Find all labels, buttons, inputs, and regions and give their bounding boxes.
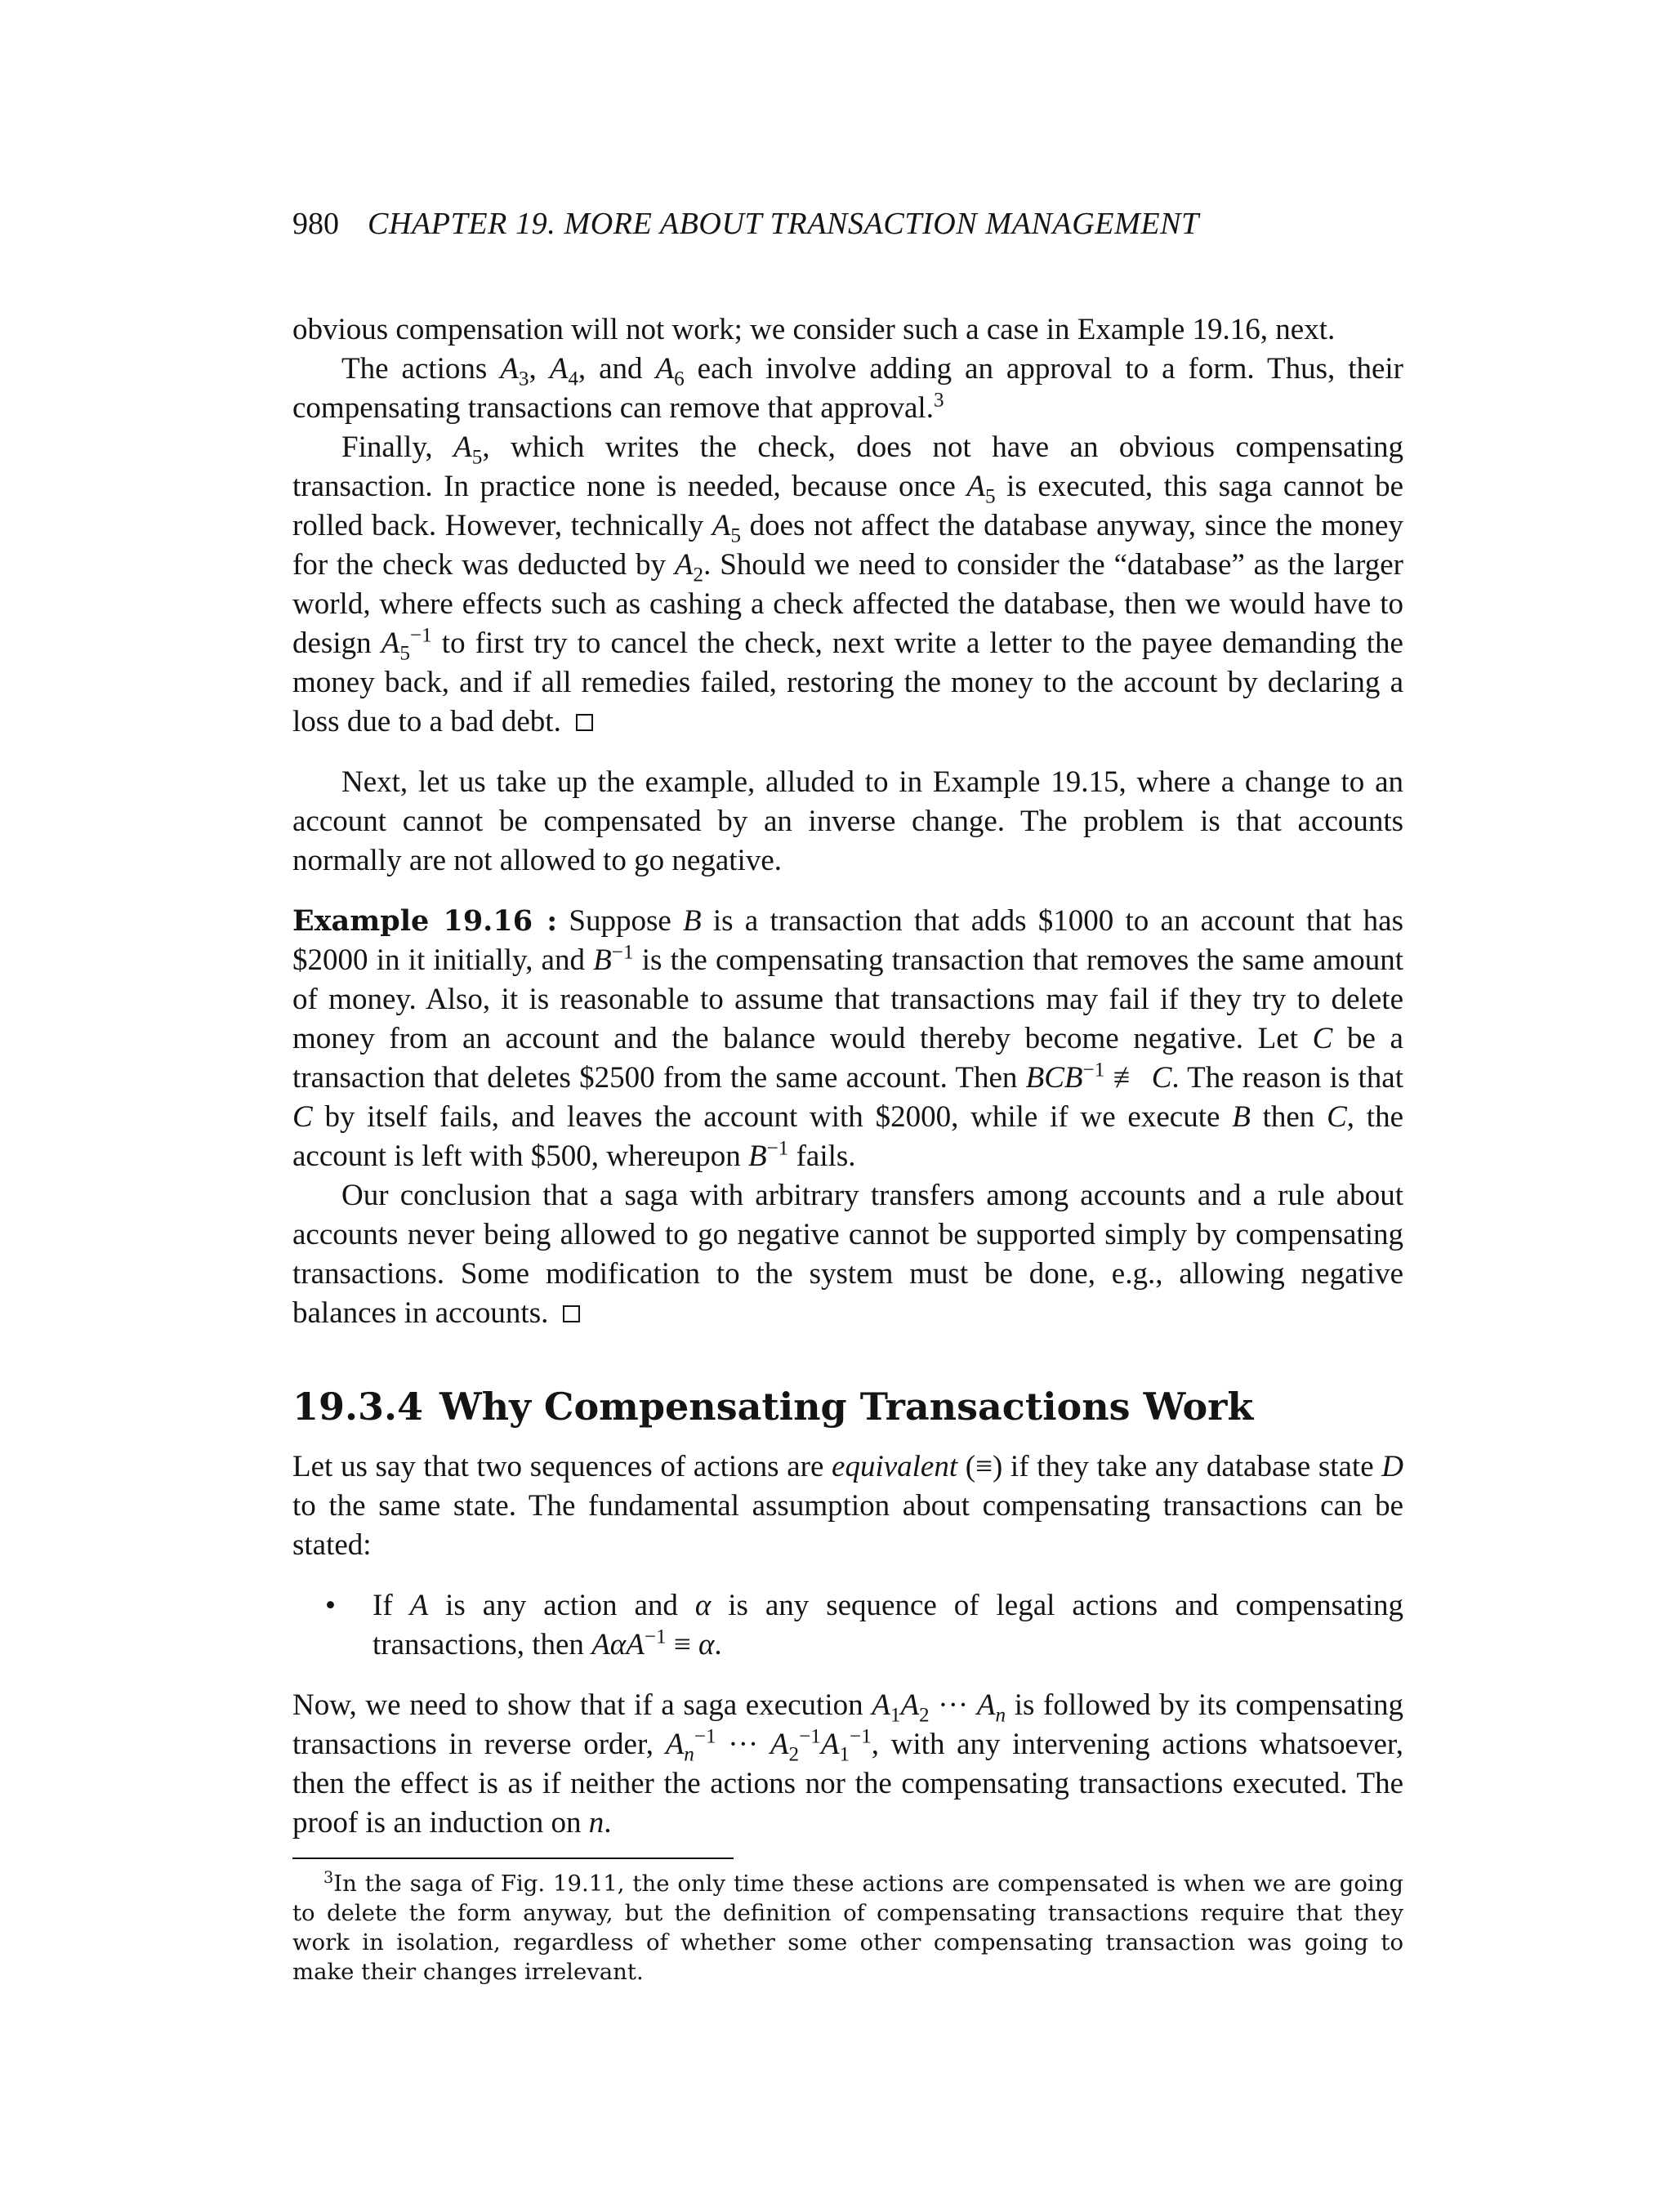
footnote-ref: 3 [933, 389, 944, 412]
footnote-rule [292, 1857, 734, 1859]
section-heading [292, 1382, 1403, 1431]
text-run: then [1250, 1100, 1327, 1134]
text-run: The reason is that [1179, 1061, 1403, 1095]
paragraph-8: Now, we need to show that if a saga execution $A_1A_2$ ··· $A_n$ is followed by its compensating transactions in reverse order, $A_n^{-1}$ ··· $A_2^{-1}A_1^{-1}$, with any intervening actions whatsoever, then the effect is as if neither the actions nor the compensating transactions executed. The proof is an induction on n. [292, 1688, 1403, 1840]
text-run: . [604, 1806, 612, 1840]
emphasis-term: equivalent [832, 1450, 958, 1483]
text-run: The actions [341, 352, 501, 386]
text-run: does not affect the database anyway, since the money for the check was deducted by [292, 509, 1403, 582]
example-19-16: Example 19.16 : Suppose B is a transaction that adds $1000 to an account that has $2000 in it initially, and $B^{-1}$ is the compensating transaction that removes the same amount of money. Also, it is reasonable to assume that transactions may fail if they try to delete money from an account and the balance would thereby become negative. Let C be a transaction that deletes $2500 from the same account. Then $BCB^{-1}$ ≢ C. The reason is that C by itself fails, and leaves the account with $2000, while if we execute B then C, the account is left with $500, whereupon $B^{-1}$ fails. [292, 904, 1404, 1173]
paragraph-1 [292, 310, 1403, 350]
paragraph-6 [292, 1176, 1403, 1333]
paragraph-1-text: obvious compensation will not work; we consider such a case in Example 19.16, next. [292, 313, 1336, 346]
text-run: Now, we need to show that if a saga execution [292, 1688, 872, 1722]
text-run: Suppose [557, 904, 684, 938]
text-run: (≡) if they take any database state [957, 1450, 1382, 1483]
end-of-example-box-icon [563, 1305, 580, 1322]
text-run: Let us say that two sequences of actions are [292, 1450, 832, 1483]
text-run: to first try to cancel the check, next write a letter to the payee demanding the money back, and if all remedies failed, restoring the money to the account by declaring a loss due to a bad debt. [292, 627, 1403, 738]
text-run: be a transaction that deletes $2500 from the same account. Then [292, 1022, 1403, 1095]
text-run: Next, let us take up the example, alluded to in Example 19.15, where a change to an account cannot be compensated by an inverse change. The problem is that accounts normally are not allowed to go negative. [292, 765, 1403, 877]
text-run: , with any intervening actions whatsoever, then the effect is as if neither the actions nor the compensating transactions executed. The proof is an induction on [292, 1728, 1403, 1840]
text-run: is any action and [428, 1589, 695, 1622]
text-run: Our conclusion that a saga with arbitrary transfers among accounts and a rule about accounts never being allowed to go negative cannot be supported simply by compensating transactions. Some modification to the system must be done, e.g., allowing negative balances in accounts. [292, 1179, 1403, 1330]
text-run: Finally, [341, 430, 454, 464]
page-number: 980 [292, 207, 339, 241]
text-run: each involve adding an approval to a form. Thus, their compensating transactions can remove that approval. [292, 352, 1404, 425]
text-run: is the compensating transaction that removes the same amount of money. Also, it is reasonable to assume that transactions may fail if they try to delete money from an account and the balance would thereby become negative. Let [292, 943, 1404, 1055]
section-number: 19.3.4 [292, 1385, 424, 1429]
text-run: , which writes the check, does not have an obvious compensating transaction. In practice none is needed, because once [292, 430, 1403, 503]
example-label: Example 19.16 : [292, 904, 558, 938]
end-of-example-box-icon [576, 714, 593, 731]
paragraph-2: The actions $A_3$, $A_4$, and $A_6$ each involve adding an approval to a form. Thus, their compensating transactions can remove that approval.$^3$ [292, 352, 1404, 425]
paragraph-3: Finally, $A_5$, which writes the check, does not have an obvious compensating transaction. In practice none is needed, because once $A_5$ is executed, this saga cannot be rolled back. However, technically $A_5$ does not affect the database anyway, since the money for the check was deducted by $A_2$. Should we need to consider the “database” as the larger world, where effects such as cashing a check affected the database, then we would have to design $A_5^{-1}$ to first try to cancel the check, next write a letter to the payee demanding the money back, and if all remedies failed, restoring the money to the account by declaring a loss due to a bad debt. [292, 430, 1404, 738]
running-header [292, 204, 1403, 243]
section-title: Why Compensating Transactions Work [439, 1385, 1254, 1429]
text-run: If [373, 1589, 410, 1622]
text-run: fails. [788, 1139, 856, 1173]
text-run: , the account is left with $500, whereupon [292, 1100, 1404, 1173]
paragraph-7: Let us say that two sequences of actions are equivalent (≡) if they take any database state D to the same state. The fundamental assumption about compensating transactions can be stated: [292, 1450, 1404, 1562]
text-run: is executed, this saga cannot be rolled back. However, technically [292, 470, 1403, 542]
text-run: . Should we need to consider the “database” as the larger world, where effects such as cashing a check affected the database, then we would have to design [292, 548, 1404, 660]
text-run: is a transaction that adds $1000 to an account that has $2000 in it initially, and [292, 904, 1403, 977]
assumption-bullet: • If A is any action and α is any sequence of legal actions and compensating transactions, then AαA$^{-1}$ ≡ α. [292, 1586, 1403, 1665]
text-run: by itself fails, and leaves the account with $2000, while if we execute [312, 1100, 1233, 1134]
footnote-text: In the saga of Fig. 19.11, the only time these actions are compensated is when we are going to delete the form anyway, but the definition of compensating transactions require that they work in isolation, regardless of whether some other compensating transaction was going to make their changes irrelevant. [292, 1871, 1403, 1985]
page [292, 204, 1403, 1987]
text-run: is followed by its compensating transactions in reverse order, [292, 1688, 1403, 1761]
chapter-title: CHAPTER 19. MORE ABOUT TRANSACTION MANAGEMENT [368, 207, 1199, 241]
paragraph-4 [292, 763, 1403, 881]
footnote-mark: 3 [323, 1867, 334, 1887]
text-run: to the same state. The fundamental assumption about compensating transactions can be stated: [292, 1489, 1403, 1562]
footnote [292, 1869, 1403, 1987]
text-run: is any sequence of legal actions and compensating transactions, then [373, 1589, 1403, 1661]
bullet-icon: • [325, 1589, 336, 1622]
